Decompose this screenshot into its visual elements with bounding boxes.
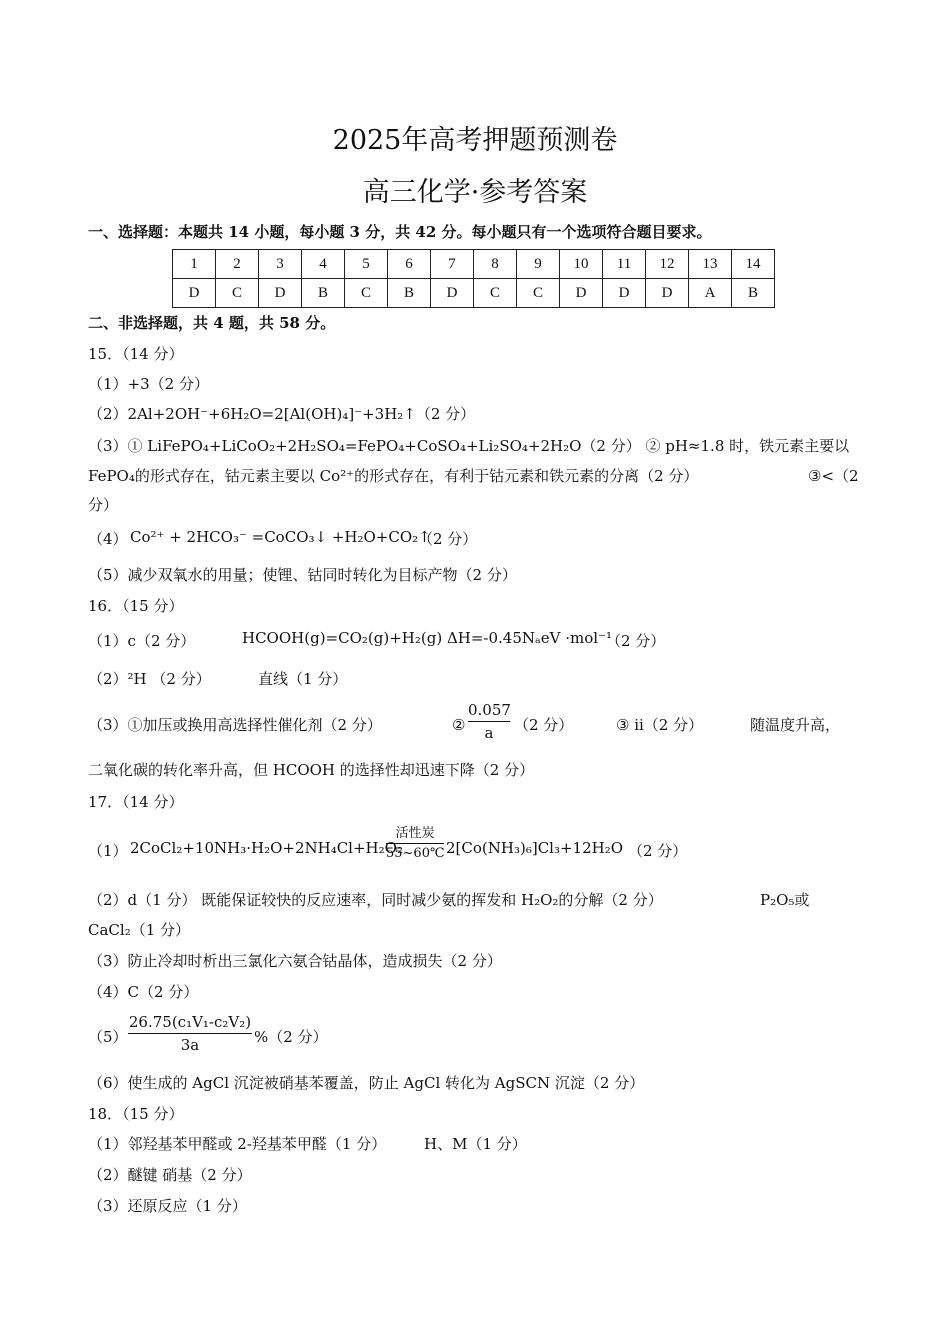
- section-2-heading: 二、非选择题，共 4 题，共 58 分。: [88, 314, 336, 332]
- q17-fraction: [128, 1013, 252, 1054]
- table-cell: B: [388, 279, 431, 308]
- table-cell: C: [216, 279, 259, 308]
- q16-line: 直线（1 分）: [258, 670, 348, 688]
- q17-heading: 17．（14 分）: [88, 793, 184, 811]
- q18-line: H、M（1 分）: [424, 1135, 527, 1153]
- q17-line: （1）: [88, 842, 128, 860]
- q17-line: %（2 分）: [254, 1028, 328, 1046]
- table-cell: 13: [689, 250, 732, 279]
- q16-line: ③ ii（2 分）: [616, 716, 704, 734]
- page-title: 2025年高考押题预测卷: [332, 125, 618, 156]
- table-row-answers: [173, 279, 775, 308]
- fraction-denominator: a: [484, 724, 494, 742]
- q15-heading: 15．（14 分）: [88, 345, 184, 363]
- q17-line: （2）d（1 分） 既能保证较快的反应速率，同时减少氨的挥发和 H₂O₂的分解（2 分）: [88, 891, 663, 909]
- table-cell: 4: [302, 250, 345, 279]
- q17-line: （3）防止冷却时析出三氯化六氨合钴晶体，造成损失（2 分）: [88, 952, 502, 970]
- q15-equation: Co²⁺ + 2HCO₃⁻ =CoCO₃↓ +H₂O+CO₂↑: [130, 528, 431, 546]
- table-cell: D: [646, 279, 689, 308]
- q16-line: ②: [452, 716, 466, 734]
- q17-condition-arrow: [386, 822, 444, 861]
- table-cell: C: [345, 279, 388, 308]
- section-1-heading: 一、选择题：本题共 14 小题，每小题 3 分，共 42 分。每小题只有一个选项符合题目要求。: [88, 223, 712, 241]
- q16-heading: 16．（15 分）: [88, 597, 184, 615]
- q16-fraction: [468, 701, 510, 742]
- table-cell: B: [732, 279, 775, 308]
- table-cell: A: [689, 279, 732, 308]
- table-row-numbers: [173, 250, 775, 279]
- q15-line: FePO₄的形式存在，钴元素主要以 Co²⁺的形式存在，有利于钴元素和铁元素的分离（2 分）: [88, 467, 699, 485]
- q17-line: （2 分）: [628, 842, 688, 860]
- table-cell: 11: [603, 250, 646, 279]
- fraction-numerator: 0.057: [468, 701, 511, 719]
- table-cell: 2: [216, 250, 259, 279]
- q18-line: （1）邻羟基苯甲醛或 2-羟基苯甲醛（1 分）: [88, 1135, 387, 1153]
- q15-line: （2 分）: [418, 530, 478, 548]
- q15-line: （1）+3（2 分）: [88, 375, 209, 393]
- answer-table: [172, 249, 775, 308]
- table-cell: 3: [259, 250, 302, 279]
- table-cell: 14: [732, 250, 775, 279]
- q16-equation: HCOOH(g)=CO₂(g)+H₂(g) ΔH=-0.45NₐeV ·mol⁻¹: [242, 629, 613, 647]
- table-cell: B: [302, 279, 345, 308]
- q15-line: 分）: [88, 496, 119, 514]
- q16-line: 二氧化碳的转化率升高，但 HCOOH 的选择性却迅速下降（2 分）: [88, 761, 535, 779]
- q16-line: （2 分）: [514, 716, 574, 734]
- q17-equation-left: 2CoCl₂+10NH₃·H₂O+2NH₄Cl+H₂O₂: [130, 839, 403, 857]
- table-cell: C: [474, 279, 517, 308]
- table-cell: C: [517, 279, 560, 308]
- table-cell: 6: [388, 250, 431, 279]
- q15-line: ③<（2: [808, 467, 859, 485]
- q17-line: （6）使生成的 AgCl 沉淀被硝基苯覆盖，防止 AgCl 转化为 AgSCN 沉淀（2 分）: [88, 1074, 645, 1092]
- q17-line: （5）: [88, 1028, 128, 1046]
- table-cell: 7: [431, 250, 474, 279]
- q15-line: （5）减少双氧水的用量；使锂、钴同时转化为目标产物（2 分）: [88, 566, 517, 584]
- arrow-bar: [386, 843, 444, 844]
- table-cell: D: [259, 279, 302, 308]
- table-cell: D: [560, 279, 603, 308]
- table-cell: D: [173, 279, 216, 308]
- q17-line: （4）C（2 分）: [88, 983, 199, 1001]
- q17-line: CaCl₂（1 分）: [88, 921, 191, 939]
- q18-line: （2）醚键 硝基（2 分）: [88, 1166, 252, 1184]
- q15-line: （3）① LiFePO₄+LiCoO₂+2H₂SO₄=FePO₄+CoSO₄+Li₂SO₄+2H₂O（2 分） ② pH≈1.8 时，铁元素主要以: [88, 437, 850, 455]
- fraction-bar: [128, 1033, 252, 1034]
- table-cell: 5: [345, 250, 388, 279]
- q18-heading: 18．（15 分）: [88, 1105, 184, 1123]
- q16-line: （2 分）: [606, 632, 666, 650]
- q17-line: P₂O₅或: [760, 891, 810, 909]
- table-cell: D: [431, 279, 474, 308]
- q15-line: （2）2Al+2OH⁻+6H₂O=2[Al(OH)₄]⁻+3H₂↑（2 分）: [88, 405, 476, 423]
- table-cell: 10: [560, 250, 603, 279]
- q17-equation-right: 2[Co(NH₃)₆]Cl₃+12H₂O: [446, 839, 624, 857]
- table-cell: 12: [646, 250, 689, 279]
- fraction-denominator: 3a: [180, 1036, 200, 1054]
- table-cell: 9: [517, 250, 560, 279]
- q15-line: （4）: [88, 530, 128, 548]
- condition-bottom: 55~60℃: [386, 846, 445, 861]
- page-subtitle: 高三化学·参考答案: [362, 177, 588, 208]
- table-cell: 1: [173, 250, 216, 279]
- table-cell: D: [603, 279, 646, 308]
- condition-top: 活性炭: [395, 826, 435, 841]
- fraction-bar: [468, 721, 510, 722]
- fraction-numerator: 26.75(c₁V₁-c₂V₂): [128, 1013, 252, 1031]
- q16-line: 随温度升高，: [750, 716, 841, 734]
- table-cell: 8: [474, 250, 517, 279]
- q16-line: （1）c（2 分）: [88, 632, 196, 650]
- q16-line: （2）²H （2 分）: [88, 670, 211, 688]
- q18-line: （3）还原反应（1 分）: [88, 1197, 247, 1215]
- q16-line: （3）①加压或换用高选择性催化剂（2 分）: [88, 716, 382, 734]
